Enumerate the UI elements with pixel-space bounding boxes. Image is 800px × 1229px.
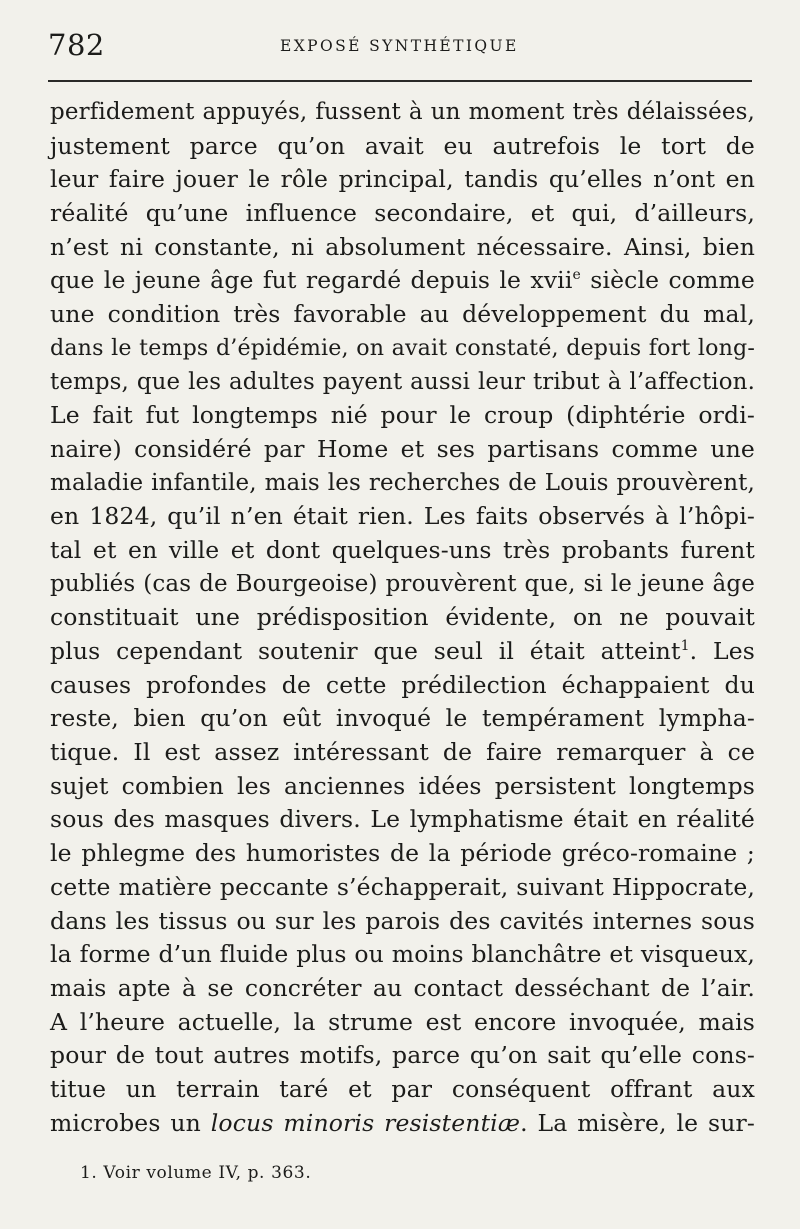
text-line: la forme d’un fluide plus ou moins blanchâtre et visqueux,: [50, 940, 755, 969]
text-line: naire) considéré par Home et ses partisans comme une: [50, 434, 755, 463]
text-line: une condition très favorable au développement du mal,: [50, 300, 755, 329]
text-run: . Les: [689, 637, 756, 665]
text-run: . La misère, le sur-: [520, 1108, 755, 1137]
text-line: n’est ni constante, ni absolument nécessaire. Ainsi, bien: [50, 232, 755, 261]
latin-phrase: locus minoris resistentiæ: [210, 1108, 521, 1137]
text-line: en 1824, qu’il n’en était rien. Les faits observés à l’hôpi-: [50, 502, 755, 531]
text-line: le phlegme des humoristes de la période gréco-romaine ;: [50, 839, 755, 868]
page-header: [48, 28, 752, 68]
text-line: maladie infantile, mais les recherches de Louis prouvèrent,: [50, 469, 755, 496]
text-line: leur faire jouer le rôle principal, tandis qu’elles n’ont en: [50, 165, 755, 194]
header-rule: [48, 80, 752, 82]
text-line: reste, bien qu’on eût invoqué le tempérament lympha-: [50, 704, 755, 733]
text-line: tique. Il est assez intéressant de faire remarquer à ce: [50, 738, 755, 767]
text-line: réalité qu’une influence secondaire, et qui, d’ailleurs,: [50, 199, 755, 228]
text-line: Le fait fut longtemps nié pour le croup (diphtérie ordi-: [50, 401, 755, 430]
text-line: cette matière peccante s’échapperait, suivant Hippocrate,: [50, 872, 755, 901]
text-line: publiés (cas de Bourgeoise) prouvèrent que, si le jeune âge: [50, 570, 755, 597]
text-line: [50, 635, 755, 669]
text-line: [50, 1107, 755, 1141]
text-line: perfidement appuyés, fussent à un moment très délaissées,: [50, 99, 755, 125]
text-line: sujet combien les anciennes idées persistent longtemps: [50, 771, 755, 800]
text-line: tal et en ville et dont quelques-uns très probants furent: [50, 535, 755, 564]
running-title: EXPOSÉ SYNTHÉTIQUE: [280, 37, 519, 55]
text-line: constituait une prédisposition évidente, on ne pouvait: [50, 603, 755, 632]
body-text: [50, 96, 755, 1140]
text-line: mais apte à se concréter au contact desséchant de l’air.: [50, 973, 755, 1002]
text-line: pour de tout autres motifs, parce qu’on sait qu’elle cons-: [50, 1041, 755, 1070]
text-line: causes profondes de cette prédilection échappaient du: [50, 670, 755, 699]
text-run: que le jeune âge fut regardé depuis le xvii: [50, 266, 573, 295]
page-number: 782: [48, 28, 105, 62]
text-run: siècle comme: [580, 266, 755, 295]
text-line: sous des masques divers. Le lymphatisme était en réalité: [50, 805, 755, 834]
text-line: temps, que les adultes payent aussi leur tribut à l’affection.: [50, 368, 755, 395]
text-line: dans les tissus ou sur les parois des cavités internes sous: [50, 906, 755, 935]
footnote-marker: 1: [680, 638, 690, 654]
superscript: e: [572, 267, 581, 284]
text-line: justement parce qu’on avait eu autrefois le tort de: [50, 131, 755, 160]
text-run: plus cependant soutenir que seul il était atteint: [50, 637, 681, 665]
text-line: [50, 264, 755, 298]
text-run: microbes un: [50, 1108, 211, 1137]
text-line: A l’heure actuelle, la strume est encore invoquée, mais: [50, 1007, 755, 1036]
text-line: dans le temps d’épidémie, on avait constaté, depuis fort long-: [50, 334, 755, 361]
footnote: 1. Voir volume IV, p. 363.: [80, 1163, 312, 1183]
text-line: titue un terrain taré et par conséquent offrant aux: [50, 1074, 755, 1103]
